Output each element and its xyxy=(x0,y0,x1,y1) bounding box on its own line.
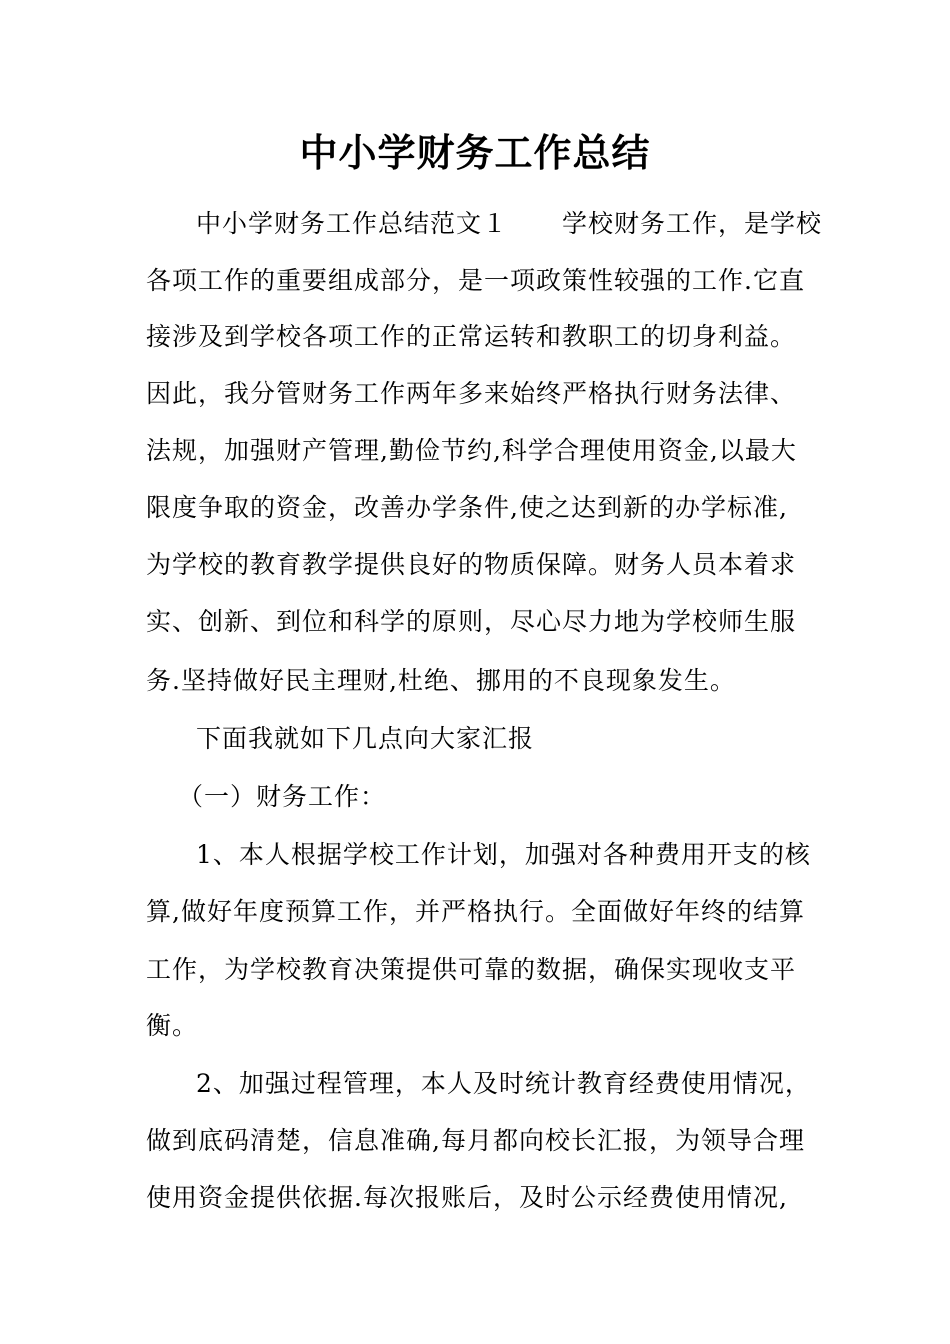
item-2-line-1: 2、加强过程管理，本人及时统计教育经费使用情况， xyxy=(196,1069,811,1098)
item-2-line-2: 做到底码清楚，信息准确,每月都向校长汇报，为领导合理 xyxy=(146,1126,805,1155)
paragraph-line-9: 务.坚持做好民主理财,杜绝、挪用的不良现象发生。 xyxy=(146,666,736,695)
item-1-line-4: 衡。 xyxy=(146,1011,199,1040)
paragraph-text: 学校财务工作，是学校 xyxy=(562,209,823,238)
paragraph-heading: 中小学财务工作总结范文１ xyxy=(196,209,509,238)
item-1-line-2: 算,做好年度预算工作，并严格执行。全面做好年终的结算 xyxy=(146,897,805,926)
paragraph-line-1 xyxy=(196,207,822,241)
paragraph-line-8: 实、创新、到位和科学的原则，尽心尽力地为学校师生服 xyxy=(146,607,797,636)
item-2-line-3: 使用资金提供依据.每次报账后，及时公示经费使用情况, xyxy=(146,1183,788,1212)
document-title: 中小学财务工作总结 xyxy=(299,130,651,175)
paragraph-line-6: 限度争取的资金，改善办学条件,使之达到新的办学标准, xyxy=(146,493,788,522)
item-1-line-1: 1、本人根据学校工作计划，加强对各种费用开支的核 xyxy=(196,840,811,869)
paragraph-line-2: 各项工作的重要组成部分，是一项政策性较强的工作.它直 xyxy=(146,266,805,295)
item-1-line-3: 工作，为学校教育决策提供可靠的数据，确保实现收支平 xyxy=(146,955,797,984)
section-heading-finance: （一）财务工作： xyxy=(178,782,387,811)
paragraph-line-5: 法规，加强财产管理,勤俭节约,科学合理使用资金,以最大 xyxy=(146,436,797,465)
report-intro-line: 下面我就如下几点向大家汇报 xyxy=(196,724,535,753)
paragraph-line-7: 为学校的教育教学提供良好的物质保障。财务人员本着求 xyxy=(146,550,797,579)
paragraph-line-4: 因此，我分管财务工作两年多来始终严格执行财务法律、 xyxy=(146,379,797,408)
paragraph-line-3: 接涉及到学校各项工作的正常运转和教职工的切身利益。 xyxy=(146,322,797,351)
